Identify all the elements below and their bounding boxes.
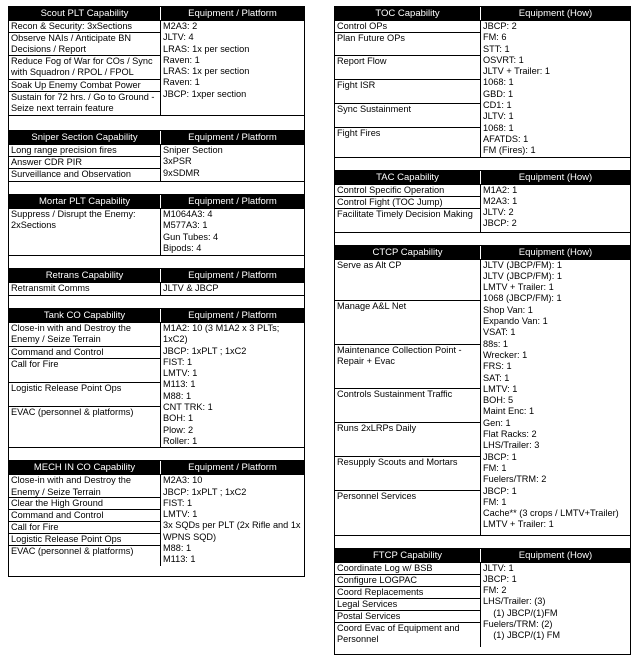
equipment-item: GBD: 1 xyxy=(483,88,514,99)
equipment-item: FIST: 1 xyxy=(163,497,193,508)
capability-title: TOC Capability xyxy=(335,7,481,20)
equipment-item: LMTV: 1 xyxy=(163,509,198,520)
capability-row: Control OPs xyxy=(335,21,480,33)
mortar-plt-capability-section xyxy=(9,195,304,269)
left-capability-column xyxy=(8,6,305,577)
section-spacer xyxy=(9,181,304,194)
equipment-item: M1064A3: 4 xyxy=(163,209,213,219)
capability-list xyxy=(9,21,161,115)
section-spacer xyxy=(9,447,304,460)
equipment-list xyxy=(161,323,304,447)
capability-row: Fight ISR xyxy=(335,80,480,104)
equipment-item: Shop Van: 1 xyxy=(483,304,533,315)
capability-row: Close-in with and Destroy the Enemy / Seize Terrain xyxy=(9,323,160,347)
equipment-item: Gen: 1 xyxy=(483,417,511,428)
tac-capability-section xyxy=(335,171,630,246)
capability-row: Observe NAIs / Anticipate BN Decisions / Report xyxy=(9,33,160,56)
equipment-item: AFATDS: 1 xyxy=(483,133,529,144)
capability-row: Legal Services xyxy=(335,599,480,611)
section-header xyxy=(335,246,630,259)
equipment-column-header: Equipment (How) xyxy=(518,8,593,19)
equipment-item: JLTV (JBCP/FM): 1 xyxy=(483,270,562,281)
section-header xyxy=(9,7,304,20)
equipment-item: Flat Racks: 2 xyxy=(483,429,537,440)
equipment-item: 3xPSR xyxy=(163,156,192,167)
equipment-list xyxy=(161,145,304,181)
equipment-item: LMTV + Trailer: 1 xyxy=(483,519,554,530)
equipment-item: VSAT: 1 xyxy=(483,327,516,338)
capability-title: Retrans Capability xyxy=(9,269,161,282)
capability-title: FTCP Capability xyxy=(335,549,481,562)
section-spacer xyxy=(335,157,630,170)
equipment-item: BOH: 1 xyxy=(163,413,194,424)
capability-row: Long range precision fires xyxy=(9,145,160,157)
ctcp-capability-section xyxy=(335,246,630,549)
equipment-item: FIST: 1 xyxy=(163,356,193,367)
equipment-item: JLTV: 2 xyxy=(483,207,514,218)
equipment-column-header: Equipment / Platform xyxy=(188,270,277,281)
equipment-item: 3x SQDs per PLT (2x Rifle and 1x xyxy=(163,520,301,531)
capability-list xyxy=(335,260,481,535)
capability-row: EVAC (personnel & platforms) xyxy=(11,546,134,557)
capability-row: Control Fight (TOC Jump) xyxy=(335,197,480,209)
equipment-item: JLTV (JBCP/FM): 1 xyxy=(483,259,562,270)
equipment-item: (1) JBCP/(1)FM xyxy=(483,607,558,618)
equipment-list xyxy=(481,185,630,232)
scout-plt-capability-section xyxy=(9,7,304,131)
capability-row: Coord Evac of Equipment and Personnel xyxy=(337,622,460,644)
equipment-item: Wrecker: 1 xyxy=(483,349,528,360)
equipment-list xyxy=(481,260,630,535)
equipment-item: Plow: 2 xyxy=(163,424,194,435)
equipment-item: 1xC2) xyxy=(163,334,188,345)
equipment-item: FM: 6 xyxy=(483,32,507,43)
right-capability-column xyxy=(334,6,631,655)
equipment-item: 1068: 1 xyxy=(483,122,514,133)
capability-list xyxy=(335,563,481,647)
capability-row: Control Specific Operation xyxy=(335,185,480,197)
capability-row: Personnel Services xyxy=(337,490,417,501)
capability-row: Sync Sustainment xyxy=(335,104,480,128)
mech-in-co-capability-section xyxy=(9,461,304,565)
capability-row: Controls Sustainment Traffic xyxy=(335,389,480,423)
equipment-item: Maint Enc: 1 xyxy=(483,406,535,417)
capability-title: Scout PLT Capability xyxy=(9,7,161,20)
capability-title: Mortar PLT Capability xyxy=(9,195,161,208)
capability-row: Clear the High Ground xyxy=(9,498,160,510)
capability-title: Tank CO Capability xyxy=(9,309,161,322)
section-header xyxy=(9,461,304,474)
tank-co-capability-section xyxy=(9,309,304,461)
capability-row: Maintenance Collection Point - Repair + Evac xyxy=(335,345,480,389)
capability-title: CTCP Capability xyxy=(335,246,481,259)
section-header xyxy=(9,309,304,322)
equipment-item: M113: 1 xyxy=(163,554,196,565)
equipment-item: Gun Tubes: 4 xyxy=(163,231,219,242)
section-spacer xyxy=(9,255,304,268)
equipment-column-header: Equipment / Platform xyxy=(188,462,277,474)
capability-row: Manage A&L Net xyxy=(335,301,480,345)
capability-row: Recon & Security: 3xSections xyxy=(9,21,160,33)
equipment-item: M2A3: 1 xyxy=(483,195,518,206)
equipment-item: STT: 1 xyxy=(483,43,510,54)
equipment-item: M577A3: 1 xyxy=(163,220,208,231)
equipment-item: JBCP: 2 xyxy=(483,218,517,229)
equipment-item: LHS/Trailer: (3) xyxy=(483,596,546,607)
equipment-list xyxy=(161,21,304,115)
equipment-item: LMTV: 1 xyxy=(163,368,198,379)
equipment-item: Expando Van: 1 xyxy=(483,316,548,327)
equipment-item: JBCP: 1 xyxy=(483,485,517,496)
equipment-column-header: Equipment (How) xyxy=(518,549,593,561)
capability-row: Runs 2xLRPs Daily xyxy=(335,423,480,457)
equipment-item: FM (Fires): 1 xyxy=(483,145,536,156)
equipment-item: Roller: 1 xyxy=(163,435,198,446)
capability-row: Serve as Alt CP xyxy=(335,260,480,301)
capability-row: EVAC (personnel & platforms) xyxy=(11,407,134,417)
equipment-item: JLTV: 1 xyxy=(483,562,514,573)
equipment-item: LMTV: 1 xyxy=(483,383,518,394)
capability-row: Facilitate Timely Decision Making xyxy=(337,208,473,219)
capability-row: Report Flow xyxy=(335,56,480,80)
capability-list xyxy=(9,323,161,447)
capability-title: TAC Capability xyxy=(335,171,481,184)
equipment-item: LHS/Trailer: 3 xyxy=(483,440,540,451)
section-header xyxy=(335,171,630,184)
capability-row: Command and Control xyxy=(9,510,160,522)
equipment-item: SAT: 1 xyxy=(483,372,510,383)
equipment-item: JBCP: 1xPLT ; 1xC2 xyxy=(163,486,247,497)
equipment-item: M88: 1 xyxy=(163,390,192,401)
equipment-column-header: Equipment (How) xyxy=(518,246,593,258)
equipment-item: JLTV: 4 xyxy=(163,32,194,43)
equipment-item: JBCP: 1xper section xyxy=(163,88,247,99)
capability-row: Coordinate Log w/ BSB xyxy=(335,563,480,575)
equipment-list xyxy=(481,563,630,647)
capability-title: Sniper Section Capability xyxy=(9,131,161,144)
capability-row: Fight Fires xyxy=(337,128,381,138)
section-spacer xyxy=(9,295,304,308)
equipment-list xyxy=(161,475,304,565)
capability-row: Call for Fire xyxy=(9,522,160,534)
equipment-item: FM: 1 xyxy=(483,462,507,473)
equipment-item: CD1: 1 xyxy=(483,100,512,111)
equipment-item: JBCP: 2 xyxy=(483,21,517,31)
equipment-item: Cache** (3 crops / LMTV+Trailer) xyxy=(483,508,619,519)
equipment-item: (1) JBCP/(1) FM xyxy=(483,630,561,641)
sniper-section-capability-section xyxy=(9,131,304,195)
section-header xyxy=(335,7,630,20)
equipment-item: FM: 1 xyxy=(483,496,507,507)
equipment-item: Fuelers/TRM: 2 xyxy=(483,474,547,485)
equipment-item: JLTV: 1 xyxy=(483,111,514,122)
equipment-column-header: Equipment / Platform xyxy=(188,196,277,207)
section-header xyxy=(335,549,630,562)
equipment-list xyxy=(481,21,630,157)
capability-row: Plan Future OPs xyxy=(335,33,480,56)
capability-row: Sustain for 72 hrs. / Go to Ground - Seize next terrain feature xyxy=(11,92,155,114)
equipment-item: Bipods: 4 xyxy=(163,242,202,253)
capability-row: Soak Up Enemy Combat Power xyxy=(9,80,160,92)
equipment-item: JLTV & JBCP xyxy=(163,283,219,293)
retrans-capability-section xyxy=(9,269,304,309)
section-spacer xyxy=(9,115,304,130)
equipment-item: M1A2: 1 xyxy=(483,184,518,195)
equipment-item: 9xSDMR xyxy=(163,167,200,178)
capability-row: Logistic Release Point Ops xyxy=(9,534,160,546)
capability-row: Suppress / Disrupt the Enemy: 2xSections xyxy=(11,209,136,231)
section-spacer xyxy=(335,535,630,548)
equipment-item: M2A3: 10 xyxy=(163,475,203,486)
equipment-item: M1A2: 10 (3 M1A2 x 3 PLTs; xyxy=(163,323,280,333)
equipment-item: LMTV + Trailer: 1 xyxy=(483,282,554,293)
equipment-item: Sniper Section xyxy=(163,145,223,155)
equipment-item: M113: 1 xyxy=(163,379,196,390)
equipment-item: LRAS: 1x per section xyxy=(163,43,250,54)
capability-row: Postal Services xyxy=(335,611,480,623)
equipment-item: JBCP: 1 xyxy=(483,573,517,584)
equipment-column-header: Equipment (How) xyxy=(518,171,593,183)
equipment-item: WPNS SQD) xyxy=(163,531,217,542)
equipment-list xyxy=(161,209,304,255)
equipment-item: 1068 (JBCP/FM): 1 xyxy=(483,293,562,304)
equipment-item: 1068: 1 xyxy=(483,77,514,88)
capability-list xyxy=(9,283,161,295)
equipment-item: OSVRT: 1 xyxy=(483,54,524,65)
capability-row: Call for Fire xyxy=(9,359,160,383)
capability-list xyxy=(9,145,161,181)
equipment-item: CNT TRK: 1 xyxy=(163,402,213,413)
capability-list xyxy=(335,185,481,232)
capability-row: Retransmit Comms xyxy=(11,283,90,293)
equipment-item: M2A3: 2 xyxy=(163,21,198,31)
ftcp-capability-section xyxy=(335,549,630,647)
equipment-item: BOH: 5 xyxy=(483,395,514,406)
capability-row: Answer CDR PIR xyxy=(9,157,160,169)
equipment-item: FRS: 1 xyxy=(483,361,512,372)
equipment-item: M88: 1 xyxy=(163,543,192,554)
capability-row: Configure LOGPAC xyxy=(335,575,480,587)
capability-row: Close-in with and Destroy the Enemy / Seize Terrain xyxy=(9,475,160,498)
equipment-item: Fuelers/TRM: (2) xyxy=(483,619,553,630)
capability-row: Resupply Scouts and Mortars xyxy=(335,457,480,491)
section-header xyxy=(9,131,304,144)
equipment-item: JBCP: 1 xyxy=(483,451,517,462)
capability-list xyxy=(9,475,161,565)
capability-row: Command and Control xyxy=(9,347,160,359)
capability-row: Coord Replacements xyxy=(335,587,480,599)
capability-row: Surveillance and Observation xyxy=(11,169,132,179)
capability-row: Reduce Fog of War for COs / Sync with Squadron / RPOL / FPOL xyxy=(9,56,160,80)
equipment-item: FM: 2 xyxy=(483,585,507,596)
equipment-item: JBCP: 1xPLT ; 1xC2 xyxy=(163,345,247,356)
capability-list xyxy=(335,21,481,157)
section-header xyxy=(9,269,304,282)
toc-capability-section xyxy=(335,7,630,171)
equipment-item: 88s: 1 xyxy=(483,338,509,349)
section-spacer xyxy=(335,232,630,245)
equipment-item: Raven: 1 xyxy=(163,77,200,88)
equipment-item: Raven: 1 xyxy=(163,54,200,65)
section-header xyxy=(9,195,304,208)
equipment-item: LRAS: 1x per section xyxy=(163,66,250,77)
capability-list xyxy=(9,209,161,255)
capability-row: Logistic Release Point Ops xyxy=(9,383,160,407)
equipment-list xyxy=(161,283,304,295)
equipment-item: JLTV + Trailer: 1 xyxy=(483,66,550,77)
equipment-column-header: Equipment / Platform xyxy=(188,132,277,143)
equipment-column-header: Equipment / Platform xyxy=(188,8,277,19)
equipment-column-header: Equipment / Platform xyxy=(188,310,277,321)
capability-title: MECH IN CO Capability xyxy=(9,461,161,474)
